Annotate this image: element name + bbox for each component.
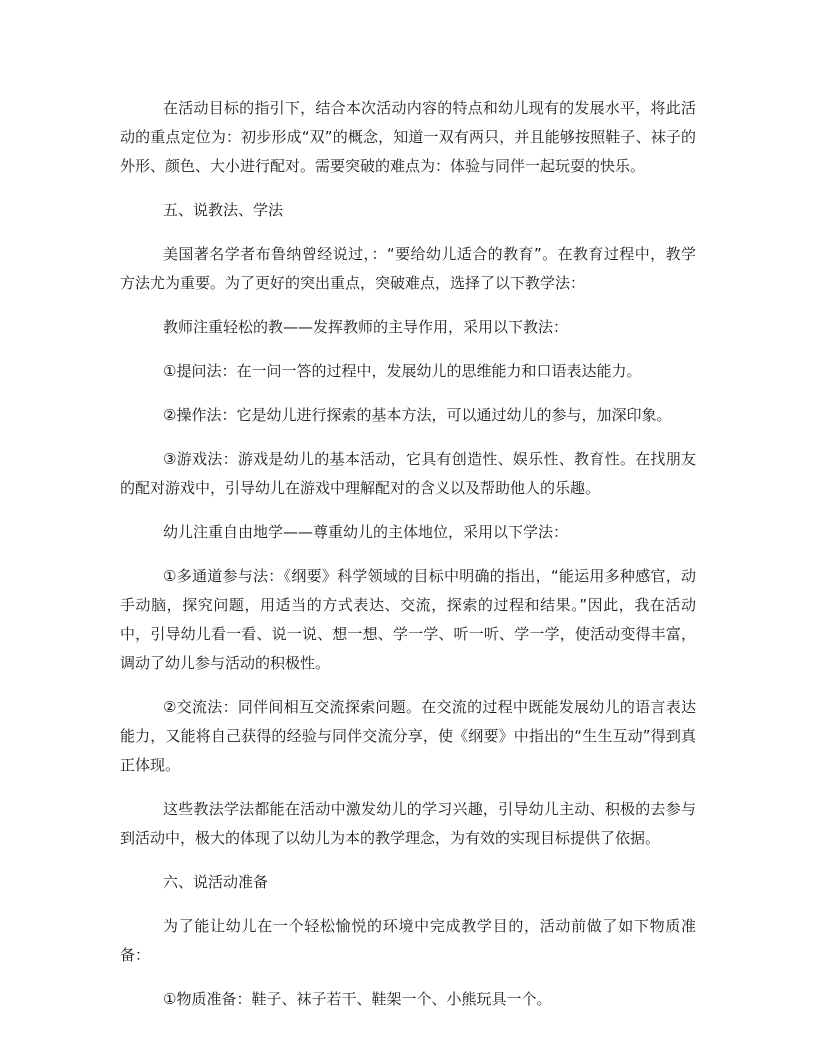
section-heading-teaching-methods: 五、说教法、学法 [163, 201, 284, 219]
paragraph-teacher-methods-intro: 教师注重轻松的教——发挥教师的主导作用，采用以下教法： [163, 318, 569, 336]
list-item-operation-method: ②操作法：它是幼儿进行探索的基本方法，可以通过幼儿的参与，加深印象。 [163, 406, 672, 424]
paragraph-key-difficult-points: 在活动目标的指引下，结合本次活动内容的特点和幼儿现有的发展水平，将此活动的重点定位为：初步形成“双”的概念，知道一双有两只，并且能够按照鞋子、袜子的外形、颜色、大小进行配对。需要突破的难点为：体验与同伴一起玩耍的快乐。 [120, 99, 696, 175]
list-item-questioning-method: ①提问法：在一问一答的过程中，发展幼儿的思维能力和口语表达能力。 [163, 362, 642, 380]
list-item-multichannel-method: ①多通道参与法：《纲要》科学领域的目标中明确的指出，“能运用多种感官，动手动脑，探究问题，用适当的方式表达、交流，探索的过程和结果。”因此，我在活动中，引导幼儿看一看、说一说、想一想、学一学、听一听、学一学，使活动变得丰富，调动了幼儿参与活动的积极性。 [120, 567, 696, 672]
list-item-game-method: ③游戏法：游戏是幼儿的基本活动，它具有创造性、娱乐性、教育性。在找朋友的配对游戏中，引导幼儿在游戏中理解配对的含义以及帮助他人的乐趣。 [120, 450, 696, 497]
paragraph-preparation-intro: 为了能让幼儿在一个轻松愉悦的环境中完成教学目的，活动前做了如下物质准备： [120, 917, 696, 964]
paragraph-bruner-quote: 美国著名学者布鲁纳曾经说过，：“要给幼儿适合的教育”。在教育过程中，教学方法尤为重要。为了更好的突出重点，突破难点，选择了以下教学法： [120, 245, 696, 292]
paragraph-learning-methods-intro: 幼儿注重自由地学——尊重幼儿的主体地位，采用以下学法： [163, 523, 569, 541]
section-heading-activity-preparation: 六、说活动准备 [163, 873, 269, 891]
document-body [120, 94, 696, 1029]
list-item-exchange-method: ②交流法：同伴间相互交流探索问题。在交流的过程中既能发展幼儿的语言表达能力，又能将自己获得的经验与同伴交流分享，使《纲要》中指出的“生生互动”得到真正体现。 [120, 698, 696, 774]
paragraph-methods-summary: 这些教法学法都能在活动中激发幼儿的学习兴趣，引导幼儿主动、积极的去参与到活动中，极大的体现了以幼儿为本的教学理念，为有效的实现目标提供了依据。 [120, 800, 696, 847]
list-item-material-preparation: ①物质准备：鞋子、袜子若干、鞋架一个、小熊玩具一个。 [163, 990, 552, 1008]
